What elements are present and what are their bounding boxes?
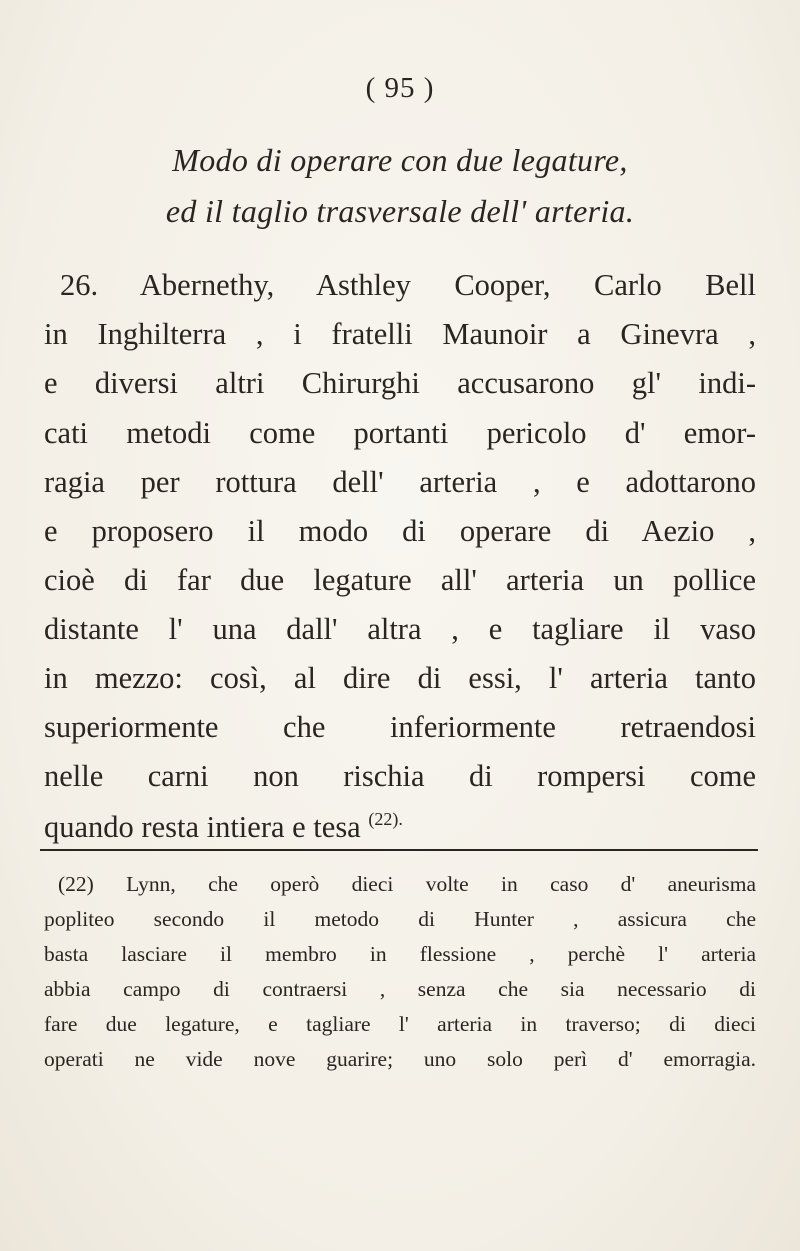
footnote-line: operati ne vide nove guarire; uno solo perì d' emorragia. <box>44 1047 756 1071</box>
page-number: ( 95 ) <box>365 72 435 104</box>
footnote-reference: (22). <box>368 809 403 829</box>
footnote-divider <box>40 849 758 851</box>
body-line: in mezzo: così, al dire di essi, l' arteria tanto <box>44 661 756 695</box>
body-line: superiormente che inferiormente retraendosi <box>44 710 756 744</box>
body-line: in Inghilterra , i fratelli Maunoir a Ginevra , <box>44 317 756 351</box>
body-line-last <box>44 810 756 843</box>
body-line: e proposero il modo di operare di Aezio , <box>44 514 756 548</box>
body-line: 26. Abernethy, Asthley Cooper, Carlo Bell <box>60 268 756 302</box>
footnote-line: abbia campo di contraersi , senza che sia necessario di <box>44 977 756 1001</box>
body-line: ragia per rottura dell' arteria , e adottarono <box>44 465 756 499</box>
body-line: e diversi altri Chirurghi accusarono gl' indi- <box>44 366 756 400</box>
body-line: nelle carni non rischia di rompersi come <box>44 759 756 793</box>
footnote-line: popliteo secondo il metodo di Hunter , assicura che <box>44 907 756 931</box>
body-line: cati metodi come portanti pericolo d' emor- <box>44 416 756 450</box>
body-line: distante l' una dall' altra , e tagliare il vaso <box>44 612 756 646</box>
footnote-line: fare due legature, e tagliare l' arteria in traverso; di dieci <box>44 1012 756 1036</box>
footnote-line: (22) Lynn, che operò dieci volte in caso d' aneurisma <box>58 872 756 896</box>
body-line: cioè di far due legature all' arteria un pollice <box>44 563 756 597</box>
section-heading-line-1: Modo di operare con due legature, <box>172 142 628 178</box>
body-line-text: quando resta intiera e tesa <box>44 810 361 844</box>
section-heading-line-2: ed il taglio trasversale dell' arteria. <box>165 193 635 229</box>
footnote-line: basta lasciare il membro in flessione , perchè l' arteria <box>44 942 756 966</box>
